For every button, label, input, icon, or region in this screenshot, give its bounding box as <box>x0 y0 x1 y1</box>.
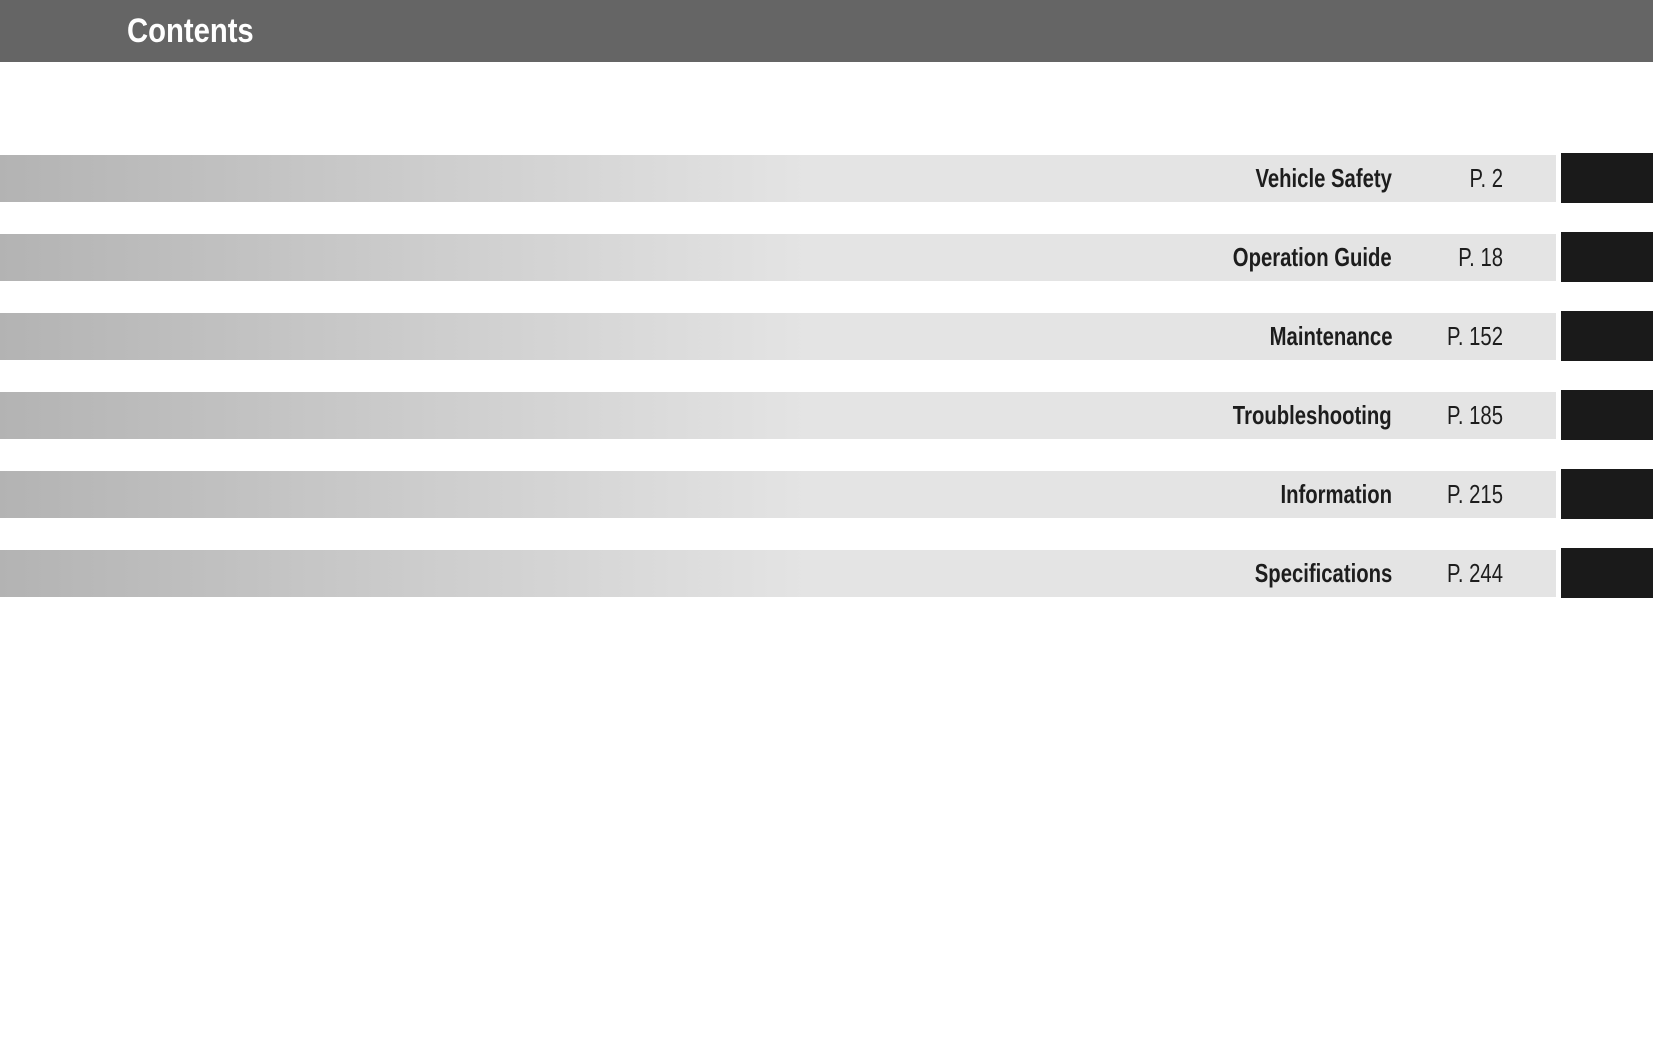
toc-item[interactable] <box>0 392 1653 439</box>
chapter-edge-tab[interactable] <box>1561 548 1653 598</box>
page-title: Contents <box>127 11 254 50</box>
toc-item-page: P. 215 <box>1446 479 1503 509</box>
chapter-edge-tab[interactable] <box>1561 232 1653 282</box>
toc-bar-gradient[interactable] <box>0 313 1556 360</box>
toc-item[interactable] <box>0 155 1653 202</box>
toc-bar-gradient[interactable] <box>0 471 1556 518</box>
toc-item-label: Specifications <box>1254 558 1392 588</box>
toc-bar-gradient[interactable] <box>0 550 1556 597</box>
toc-item-label: Vehicle Safety <box>1255 163 1392 193</box>
chapter-edge-tab[interactable] <box>1561 390 1653 440</box>
toc-item[interactable] <box>0 471 1653 518</box>
toc-bar-gradient[interactable] <box>0 392 1556 439</box>
toc-item-label: Information <box>1280 479 1392 509</box>
toc-item[interactable] <box>0 550 1653 597</box>
toc-item[interactable] <box>0 234 1653 281</box>
chapter-edge-tab[interactable] <box>1561 311 1653 361</box>
toc-bar-gradient[interactable] <box>0 155 1556 202</box>
toc-item-page: P. 244 <box>1446 558 1503 588</box>
chapter-edge-tab[interactable] <box>1561 153 1653 203</box>
toc-item[interactable] <box>0 313 1653 360</box>
toc-item-label: Maintenance <box>1269 321 1392 351</box>
toc-list <box>0 155 1653 597</box>
toc-item-page: P. 18 <box>1458 242 1503 272</box>
chapter-edge-tab[interactable] <box>1561 469 1653 519</box>
toc-item-label: Troubleshooting <box>1233 400 1392 430</box>
toc-item-page: P. 2 <box>1469 163 1503 193</box>
toc-bar-gradient[interactable] <box>0 234 1556 281</box>
contents-header-bar <box>0 0 1653 62</box>
toc-item-page: P. 152 <box>1446 321 1503 351</box>
toc-item-label: Operation Guide <box>1233 242 1392 272</box>
toc-item-page: P. 185 <box>1446 400 1503 430</box>
